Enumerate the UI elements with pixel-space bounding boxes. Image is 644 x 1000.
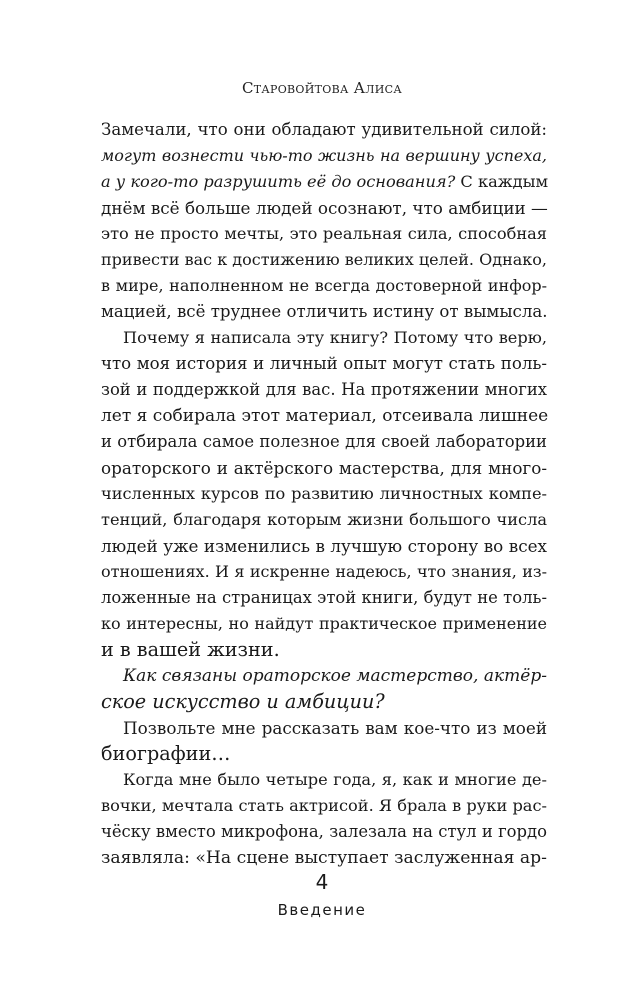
text-line: Когда мне было четыре года, я, как и многие де- — [123, 770, 547, 789]
text-line: в мире, наполненном не всегда достоверной инфор- — [101, 276, 547, 295]
body-text — [101, 117, 547, 871]
text-line: численных курсов по развитию личностных компе- — [101, 484, 547, 503]
text-line: чёску вместо микрофона, залезала на стул и гордо — [101, 822, 547, 841]
text-line: мацией, всё труднее отличить истину от вымысла. — [101, 302, 548, 321]
text-line: заявляла: «На сцене выступает заслуженная ар- — [101, 848, 547, 868]
text-line: лет я собирала этот материал, отсеивала лишнее — [101, 406, 549, 426]
page-number: 4 — [315, 870, 329, 894]
text-line: Как связаны ораторское мастерство, актёр- — [123, 666, 547, 686]
italic-fragment: а у кого-то разрушить её до основания? — [101, 172, 456, 191]
text-line: привести вас к достижению великих целей. Однако, — [101, 250, 547, 269]
text-line: ко интересны, но найдут практическое применение — [101, 614, 547, 633]
text-fragment: С каждым — [455, 172, 549, 191]
text-line: Почему я написала эту книгу? Потому что верю, — [123, 328, 547, 347]
text-line: ораторского и актёрского мастерства, для много- — [101, 458, 547, 478]
running-head-author: Старовойтова Алиса — [241, 79, 403, 97]
text-line: вочки, мечтала стать актрисой. Я брала в руки рас- — [101, 796, 547, 815]
text-line: днём всё больше людей осознают, что амбиции — — [101, 198, 548, 218]
text-line: людей уже изменились в лучшую сторону во всех — [101, 536, 547, 556]
text-line: это не просто мечты, это реальная сила, способная — [101, 224, 547, 243]
text-line: ское искусство и амбиции? — [101, 690, 385, 713]
text-line: биографии… — [101, 742, 231, 765]
text-line: зой и поддержкой для вас. На протяжении многих — [101, 380, 547, 399]
text-line: отношениях. И я искренне надеюсь, что знания, из- — [101, 562, 547, 581]
text-line: тенций, благодаря которым жизни большого числа — [101, 510, 547, 529]
text-line: и в вашей жизни. — [101, 638, 280, 661]
text-line: ложенные на страницах этой книги, будут не толь- — [101, 588, 547, 607]
text-line: Позвольте мне рассказать вам кое-что из моей — [123, 718, 547, 738]
text-line: Замечали, что они обладают удивительной силой: — [101, 120, 547, 139]
section-name: Введение — [277, 901, 367, 919]
text-line: и отбирала самое полезное для своей лаборатории — [101, 432, 547, 451]
text-line — [101, 169, 547, 195]
text-line: могут вознести чью-то жизнь на вершину успеха, — [101, 146, 547, 165]
text-line: что моя история и личный опыт могут стать поль- — [101, 354, 547, 373]
